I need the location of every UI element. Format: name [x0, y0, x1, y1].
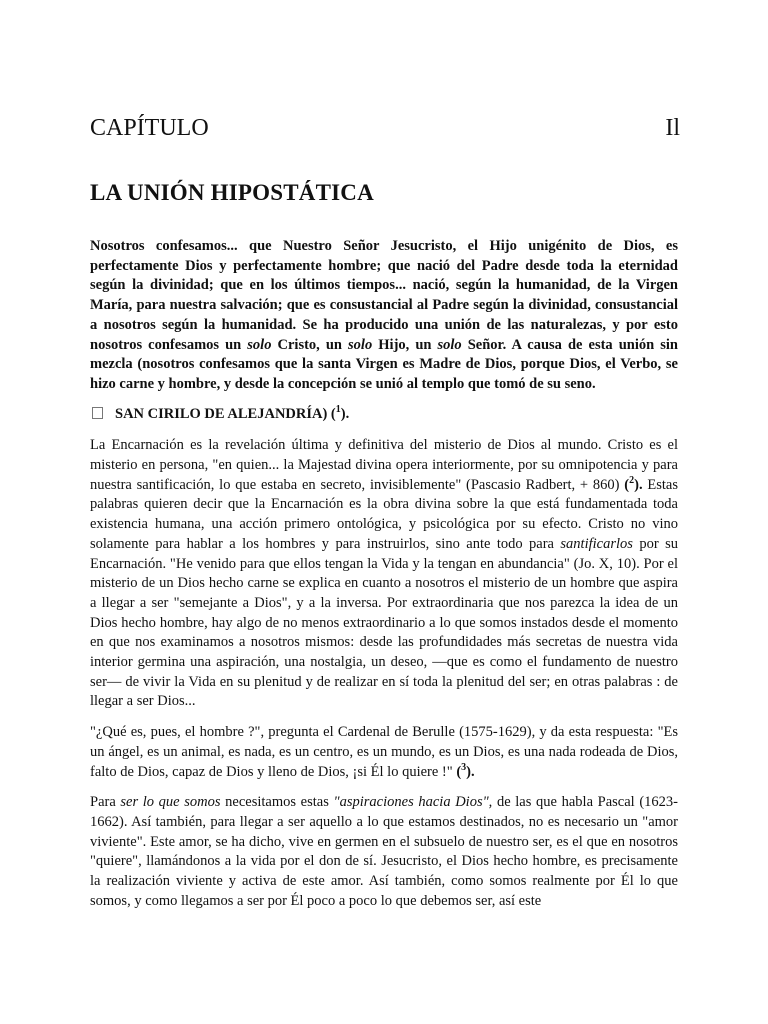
ref-open: (	[624, 476, 630, 493]
chapter-body	[90, 237, 678, 923]
ref-number: 2	[629, 474, 635, 486]
chapter-label: CAPÍTULO	[90, 115, 209, 141]
footnote-ref-2[interactable]	[624, 474, 643, 493]
chapter-title: LA UNIÓN HIPOSTÁTICA	[90, 180, 374, 205]
quote-text-4: Señor. A causa de esta unión sin mezcla (nosotros confesamos que la santa Virgen es Madre de Dios, porque Dios, el Verbo, se hizo carne y hombre, y desde la concepción se unió al templo que tomó de su seno.	[90, 336, 678, 392]
quote-attribution	[90, 405, 678, 425]
ref-open: (	[456, 763, 462, 780]
footnote-ref-1[interactable]: 1	[335, 403, 341, 415]
para3-emphasis-2: "aspiraciones hacia Dios",	[333, 794, 493, 811]
para1-text-1: La Encarnación es la revelación última y definitiva del misterio de Dios al mundo. Cristo es el misterio en persona, "en quien... la Majestad divina opera interiormente, por su omnipotencia y para nuestra santificación, lo que estaba en secreto, invisiblemente" (Pascasio Radbert, + 860)	[90, 437, 678, 493]
quote-emphasis-2: solo	[348, 336, 373, 353]
footnote-ref-3[interactable]	[456, 761, 475, 780]
chapter-number: Il	[665, 115, 680, 141]
ref-close: ).	[634, 476, 643, 493]
chapter-heading	[90, 114, 680, 142]
quote-text-1: Nosotros confesamos... que Nuestro Señor Jesucristo, el Hijo unigénito de Dios, es perfectamente Dios y perfectamente hombre; que nació del Padre desde toda la eternidad según la divinidad; que en los últimos tiempos... nació, según la humanidad, de la Virgen María, para nuestra salvación; que es consustancial al Padre según la divinidad, consustancial a nosotros según la humanidad. Se ha producido una unión de las naturalezas, y por esto nosotros confesamos un	[90, 238, 678, 353]
paragraph-1	[90, 436, 678, 712]
para3-emphasis-1: ser lo que somos	[120, 794, 221, 811]
quote-emphasis-1: solo	[247, 336, 272, 353]
quote-text-3: Hijo, un	[372, 336, 438, 353]
para3-text-2: necesitamos estas	[220, 794, 334, 811]
para1-text-2: Estas palabras quieren decir que la Encarnación es la obra divina sobre la que está fundamentada toda existencia humana, una acción primero ontológica, y psicológica por su efecto. Cristo no vino solamente para hablar a los hombres y para instruirlos, sino ante todo para	[90, 476, 678, 552]
para3-text-3: de las que habla Pascal (1623-1662). Así también, para llegar a ser aquello a lo que estamos destinados, no es necesario un "amor viviente". Este amor, se ha dicho, vive en germen en el subsuelo de nuestro ser, es el que en nosotros "quiere", llamándonos a la vida por el don de sí. Jesucristo, el Dios hecho hombre, es precisamente la realización viviente y activa de este amor. Así también, como somos realmente por Él lo que somos, y como llegamos a ser por Él poco a poco lo que debemos ser, así este	[90, 794, 678, 909]
para1-emphasis-1: santificarlos	[560, 535, 633, 552]
attribution-text: SAN CIRILO DE ALEJANDRÍA) (	[115, 405, 336, 422]
quote-text-2: Cristo, un	[271, 336, 349, 353]
opening-quote	[90, 237, 678, 395]
para3-text-1: Para	[90, 794, 121, 811]
ref-number: 3	[461, 761, 467, 773]
paragraph-2	[90, 723, 678, 782]
square-bullet-icon	[92, 407, 103, 419]
ref-close: ).	[466, 763, 475, 780]
para1-text-3: por su Encarnación. "He venido para que ellos tengan la Vida y la tengan en abundancia" (Jo. X, 10). Por el misterio de un Dios hecho carne se explica en cuanto a nosotros el misterio de un hombre que aspira a llegar a ser "semejante a Dios", y a la inversa. Por extraordinaria que nos parezca la idea de un Dios hecho hombre, hay algo de no menos extraordinario a lo que somos instados desde el momento en que nos examinamos a nosotros mismos: desde las profundidades más secretas de nuestra vida interior germina una aspiración, una nostalgia, un deseo, —que es como el fundamento de nuestro ser— de vivir la Vida en su plenitud y de realizar en sí toda la plenitud del ser; en otras palabras : de llegar a ser Dios...	[90, 535, 678, 710]
attribution-end: ).	[340, 405, 350, 422]
paragraph-3	[90, 793, 678, 911]
quote-emphasis-3: solo	[437, 336, 462, 353]
para2-text-1: "¿Qué es, pues, el hombre ?", pregunta el Cardenal de Berulle (1575-1629), y da esta respuesta: "Es un ángel, es un animal, es nada, es un centro, es un mundo, es un Dios, es una nada rodeada de Dios, falto de Dios, capaz de Dios y lleno de Dios, ¡si Él lo quiere !"	[90, 724, 678, 780]
